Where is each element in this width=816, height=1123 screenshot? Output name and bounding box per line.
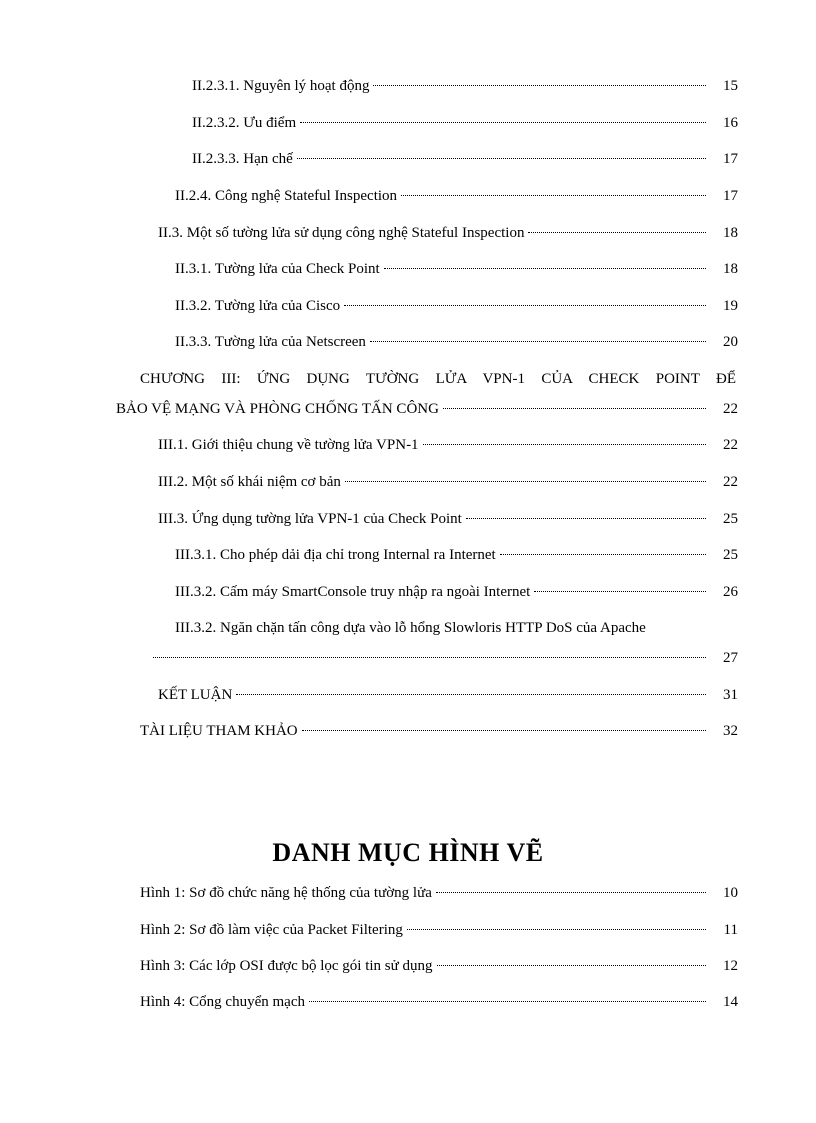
dot-leader bbox=[401, 195, 706, 196]
figure-entry bbox=[140, 992, 738, 1012]
chapter-3-title-line2: BẢO VỆ MẠNG VÀ PHÒNG CHỐNG TẤN CÔNG bbox=[116, 401, 439, 417]
figure-entry-label: Hình 1: Sơ đồ chức năng hệ thống của tường lửa bbox=[140, 885, 432, 901]
figure-entry-label: Hình 4: Cổng chuyển mạch bbox=[140, 994, 305, 1010]
toc-entry-conclusion bbox=[158, 685, 738, 705]
toc-entry-page: 26 bbox=[723, 584, 738, 600]
dot-leader bbox=[384, 268, 706, 269]
toc-entry-label: III.2. Một số khái niệm cơ bản bbox=[158, 474, 341, 490]
figure-entry bbox=[140, 920, 738, 940]
toc-entry-page: 17 bbox=[723, 188, 738, 204]
dot-leader bbox=[534, 591, 706, 592]
toc-entry-label: II.3.1. Tường lửa của Check Point bbox=[175, 261, 380, 277]
figure-entry-page: 14 bbox=[723, 994, 738, 1010]
toc-entry bbox=[158, 223, 738, 243]
dot-leader bbox=[345, 481, 706, 482]
figure-entry bbox=[140, 883, 738, 903]
toc-entry bbox=[175, 545, 738, 565]
toc-entry-references bbox=[140, 721, 738, 741]
figure-entry-page: 10 bbox=[723, 885, 738, 901]
toc-entry-page: 18 bbox=[723, 225, 738, 241]
toc-entry-page: 32 bbox=[723, 723, 738, 739]
dot-leader bbox=[500, 554, 706, 555]
toc-entry-label: III.3. Ứng dụng tường lửa VPN-1 của Check Point bbox=[158, 511, 462, 527]
dot-leader bbox=[373, 85, 706, 86]
toc-entry bbox=[192, 76, 738, 96]
toc-entry-page: 25 bbox=[723, 547, 738, 563]
toc-entry-label: II.2.4. Công nghệ Stateful Inspection bbox=[175, 188, 398, 204]
toc-entry-chapter-3 bbox=[116, 399, 738, 419]
toc-entry-page: 25 bbox=[723, 511, 738, 527]
toc-entry bbox=[158, 472, 738, 492]
toc-entry bbox=[158, 509, 738, 529]
toc-entry-page: 22 bbox=[723, 401, 738, 417]
toc-entry bbox=[175, 296, 738, 316]
figure-entry-page: 11 bbox=[723, 922, 738, 938]
toc-entry-label: TÀI LIỆU THAM KHẢO bbox=[140, 723, 298, 739]
figures-heading: DANH MỤC HÌNH VẼ bbox=[272, 838, 544, 867]
chapter-3-title-line1: CHƯƠNG III: ỨNG DỤNG TƯỜNG LỬA VPN-1 CỦA CHECK POINT ĐỂ bbox=[140, 371, 736, 387]
figure-entry-page: 12 bbox=[723, 958, 738, 974]
toc-entry-label: II.3.2. Tường lửa của Cisco bbox=[175, 298, 341, 314]
toc-entry-label: II.3.3. Tường lửa của Netscreen bbox=[175, 334, 366, 350]
toc-entry-page: 20 bbox=[723, 334, 738, 350]
dot-leader bbox=[423, 444, 706, 445]
toc-entry-slowloris bbox=[153, 648, 738, 668]
dot-leader bbox=[436, 892, 706, 893]
toc-entry-label: II.2.3.3. Hạn chế bbox=[192, 151, 293, 167]
toc-entry-label: II.2.3.1. Nguyên lý hoạt động bbox=[192, 78, 370, 94]
figure-entry bbox=[140, 956, 738, 976]
toc-entry bbox=[175, 186, 738, 206]
toc-entry-page: 27 bbox=[723, 650, 738, 666]
toc-entry bbox=[175, 582, 738, 602]
toc-entry-label: KẾT LUẬN bbox=[158, 687, 233, 703]
toc-entry bbox=[192, 149, 738, 169]
toc-entry-page: 31 bbox=[723, 687, 738, 703]
figure-entry-label: Hình 2: Sơ đồ làm việc của Packet Filtering bbox=[140, 922, 403, 938]
toc-entry-page: 17 bbox=[723, 151, 738, 167]
dot-leader bbox=[437, 965, 706, 966]
dot-leader bbox=[407, 929, 706, 930]
dot-leader bbox=[344, 305, 706, 306]
dot-leader bbox=[300, 122, 706, 123]
toc-entry-page: 16 bbox=[723, 115, 738, 131]
toc-entry bbox=[175, 332, 738, 352]
toc-entry bbox=[158, 435, 738, 455]
toc-entry-page: 15 bbox=[723, 78, 738, 94]
dot-leader bbox=[153, 657, 706, 658]
toc-entry bbox=[175, 259, 738, 279]
toc-entry-label: III.1. Giới thiệu chung về tường lửa VPN-1 bbox=[158, 437, 419, 453]
toc-entry-label: III.3.2. Cấm máy SmartConsole truy nhập ra ngoài Internet bbox=[175, 584, 531, 600]
dot-leader bbox=[370, 341, 706, 342]
dot-leader bbox=[528, 232, 706, 233]
toc-entry-page: 22 bbox=[723, 474, 738, 490]
toc-entry-page: 22 bbox=[723, 437, 738, 453]
dot-leader bbox=[297, 158, 706, 159]
figure-entry-label: Hình 3: Các lớp OSI được bộ lọc gói tin sử dụng bbox=[140, 958, 433, 974]
dot-leader bbox=[236, 694, 706, 695]
toc-entry bbox=[192, 113, 738, 133]
toc-entry-label: II.2.3.2. Ưu điểm bbox=[192, 115, 297, 131]
dot-leader bbox=[309, 1001, 706, 1002]
toc-entry-slowloris-line1: III.3.2. Ngăn chặn tấn công dựa vào lỗ hổng Slowloris HTTP DoS của Apache bbox=[175, 620, 646, 636]
toc-entry-label: III.3.1. Cho phép dải địa chỉ trong Internal ra Internet bbox=[175, 547, 496, 563]
toc-entry-page: 18 bbox=[723, 261, 738, 277]
toc-entry-page: 19 bbox=[723, 298, 738, 314]
dot-leader bbox=[466, 518, 706, 519]
dot-leader bbox=[443, 408, 706, 409]
toc-entry-label: II.3. Một số tường lửa sử dụng công nghệ Stateful Inspection bbox=[158, 225, 525, 241]
dot-leader bbox=[302, 730, 706, 731]
